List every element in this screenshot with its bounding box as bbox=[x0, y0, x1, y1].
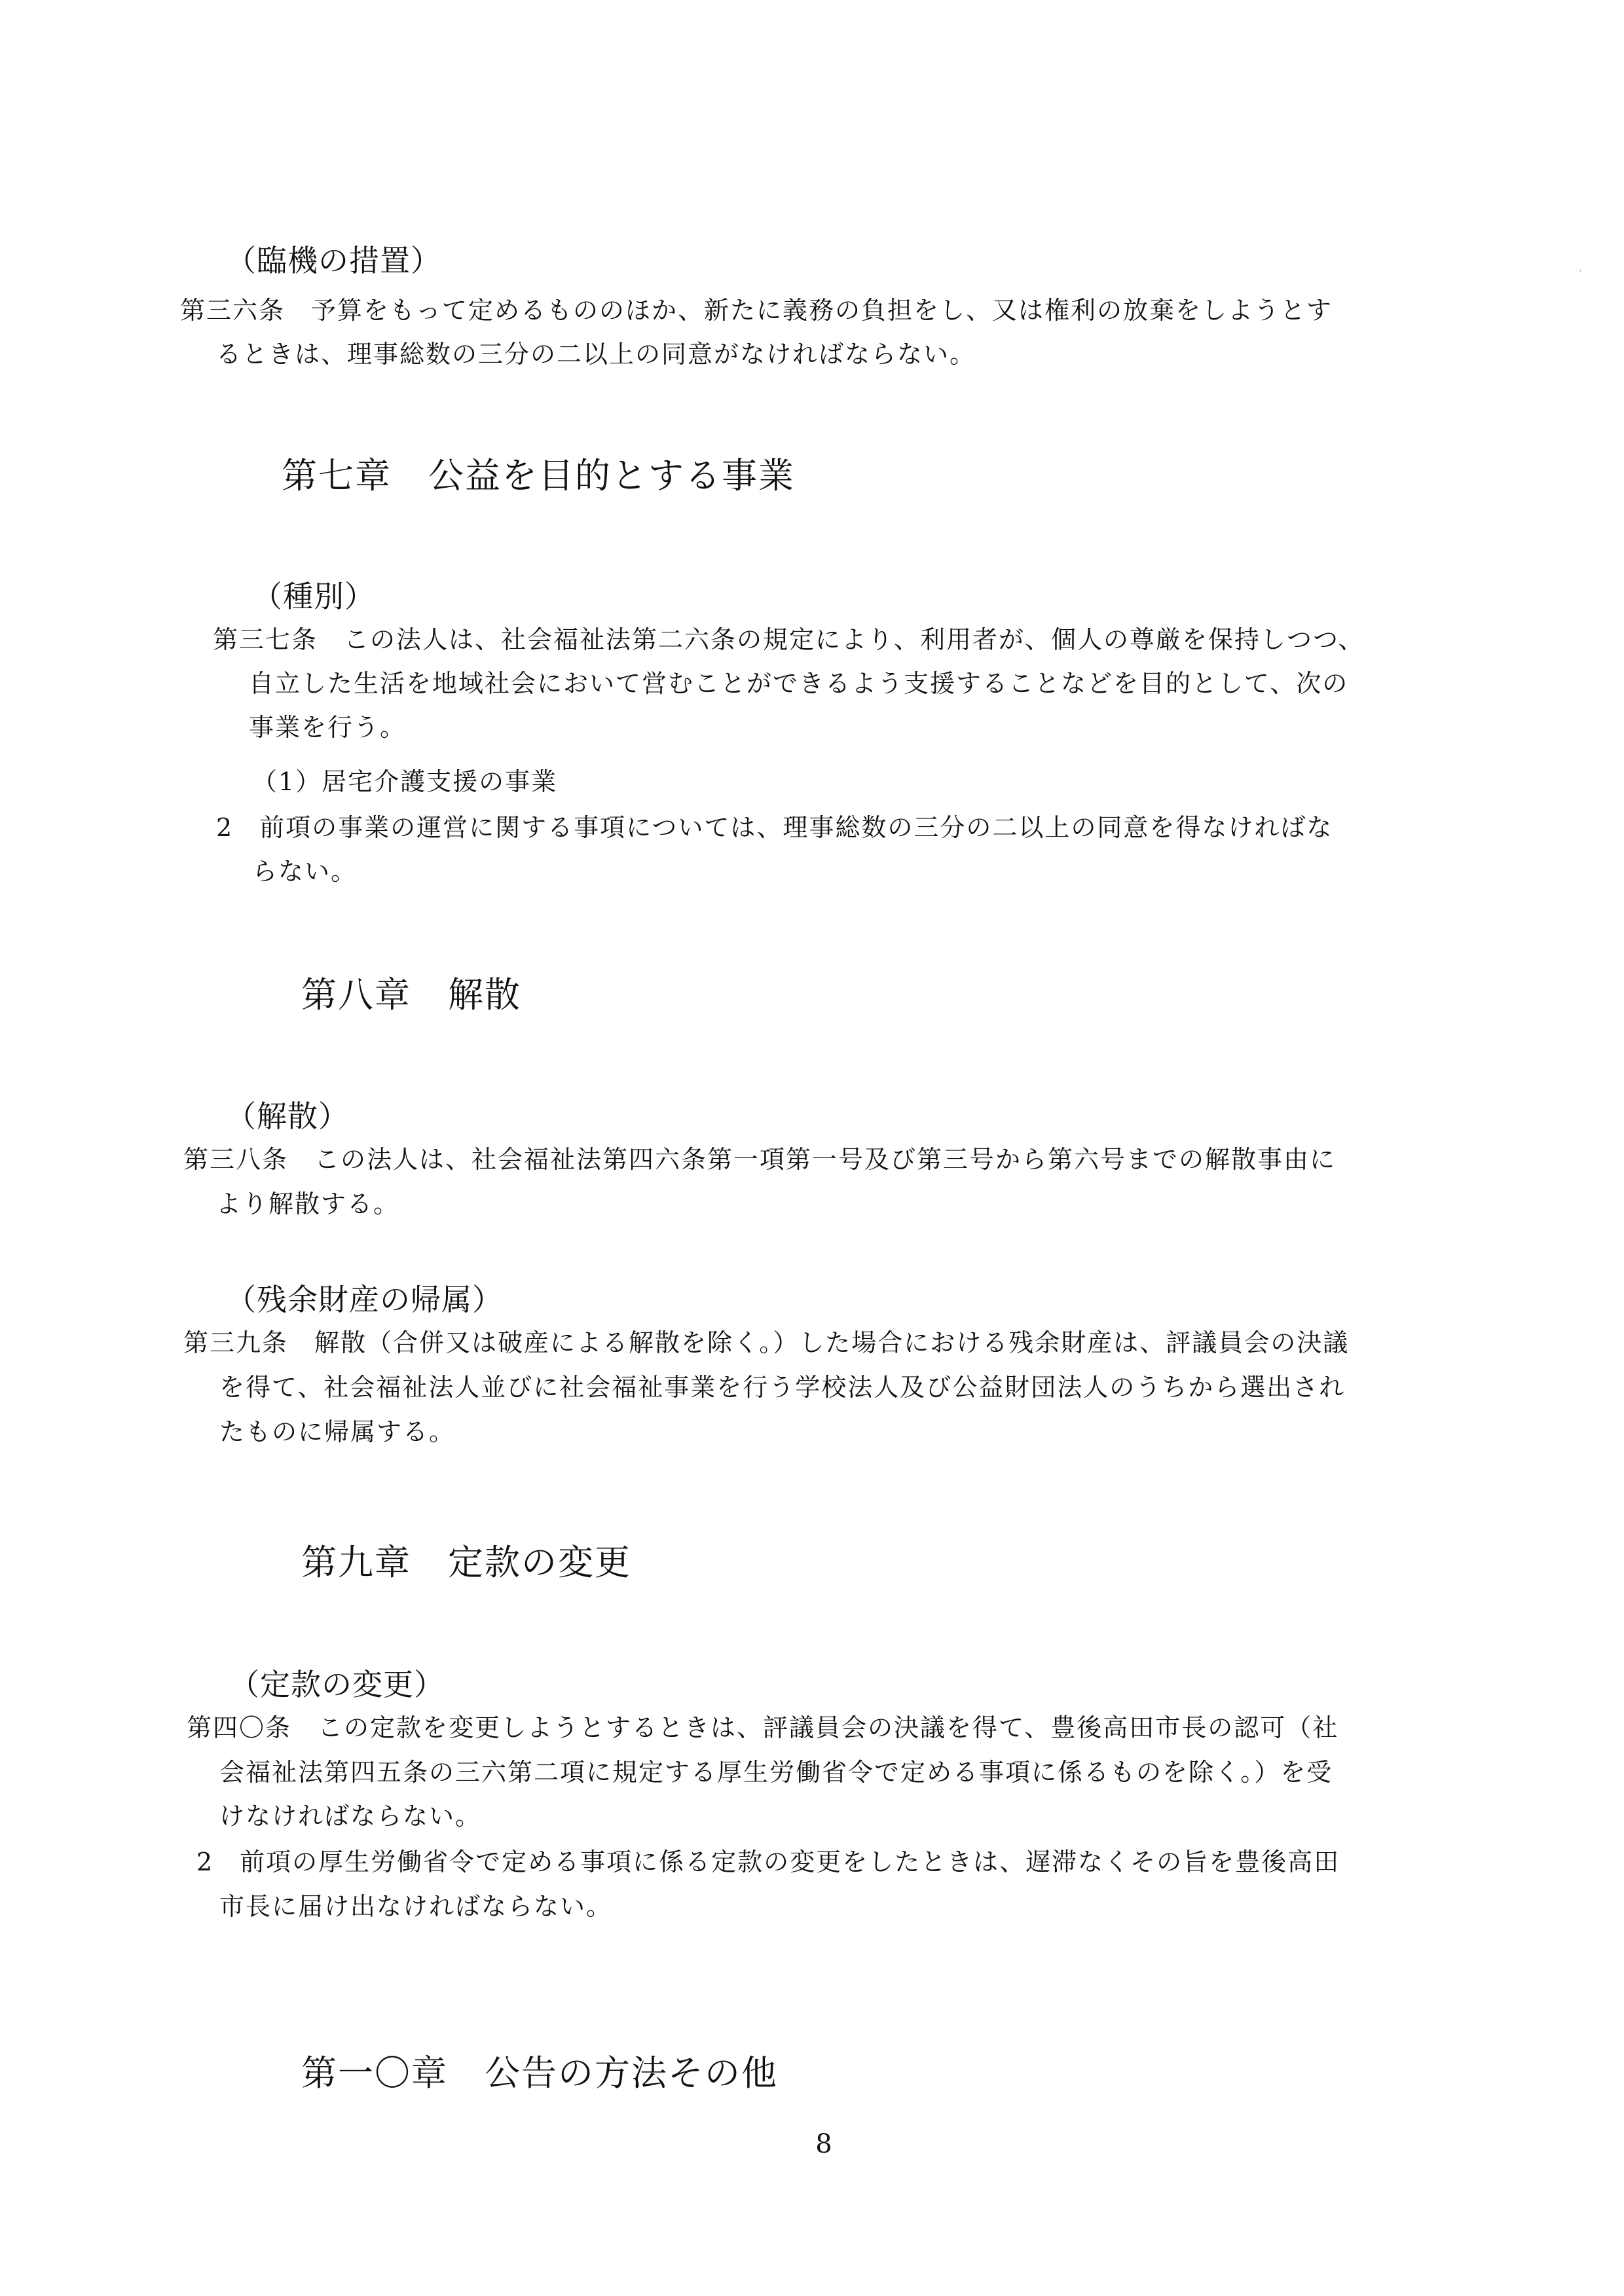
article-37-paragraph-2-cont: らない。 bbox=[252, 857, 358, 886]
article-40-line-3: けなければならない。 bbox=[219, 1802, 482, 1831]
article-39-line-3: たものに帰属する。 bbox=[219, 1417, 456, 1446]
article-40-line-1: 第四〇条 この定款を変更しようとするときは、評議員会の決議を得て、豊後高田市長の認可（社 bbox=[187, 1713, 1339, 1742]
article-39-heading: （残余財産の帰属） bbox=[226, 1282, 503, 1317]
article-40-paragraph-2-cont: 市長に届け出なければならない。 bbox=[219, 1892, 613, 1921]
article-37-line-3: 事業を行う。 bbox=[249, 713, 407, 742]
article-38-heading: （解散） bbox=[226, 1099, 349, 1134]
article-37-item-1: （1）居宅介護支援の事業 bbox=[252, 767, 558, 796]
article-39-line-1: 第三九条 解散（合併又は破産による解散を除く。）した場合における残余財産は、評議員会の決議 bbox=[183, 1328, 1350, 1357]
article-38-line-1: 第三八条 この法人は、社会福祉法第四六条第一項第一号及び第三号から第六号までの解散事由に bbox=[183, 1145, 1337, 1174]
scan-speck bbox=[1579, 270, 1581, 272]
chapter-10-title: 第一〇章 公告の方法その他 bbox=[301, 2052, 778, 2094]
article-40-heading: （定款の変更） bbox=[229, 1667, 445, 1702]
article-37-heading: （種別） bbox=[252, 579, 375, 614]
article-40-line-2: 会福祉法第四五条の三六第二項に規定する厚生労働省令で定める事項に係るものを除く。）を受 bbox=[219, 1758, 1333, 1787]
article-36-line-1: 第三六条 予算をもって定めるもののほか、新たに義務の負担をし、又は権利の放棄をしようとす bbox=[180, 296, 1333, 325]
page-number: 8 bbox=[815, 2129, 832, 2159]
article-37-line-1: 第三七条 この法人は、社会福祉法第二六条の規定により、利用者が、個人の尊厳を保持しつつ、 bbox=[213, 625, 1365, 654]
article-39-line-2: を得て、社会福祉法人並びに社会福祉事業を行う学校法人及び公益財団法人のうちから選出され bbox=[219, 1373, 1346, 1402]
article-38-line-2: より解散する。 bbox=[216, 1190, 400, 1218]
chapter-9-title: 第九章 定款の変更 bbox=[301, 1542, 631, 1583]
chapter-8-title: 第八章 解散 bbox=[301, 974, 521, 1015]
article-36-heading: （臨機の措置） bbox=[226, 243, 441, 278]
article-40-paragraph-2: 2 前項の厚生労働省令で定める事項に係る定款の変更をしたときは、遅滞なくその旨を豊後高田 bbox=[196, 1848, 1340, 1876]
article-37-line-2: 自立した生活を地域社会において営むことができるよう支援することなどを目的として、次の bbox=[249, 669, 1349, 698]
chapter-7-title: 第七章 公益を目的とする事業 bbox=[282, 455, 795, 496]
article-37-paragraph-2: 2 前項の事業の運営に関する事項については、理事総数の三分の二以上の同意を得なければな bbox=[216, 813, 1333, 842]
article-36-line-2: るときは、理事総数の三分の二以上の同意がなければならない。 bbox=[216, 340, 976, 369]
